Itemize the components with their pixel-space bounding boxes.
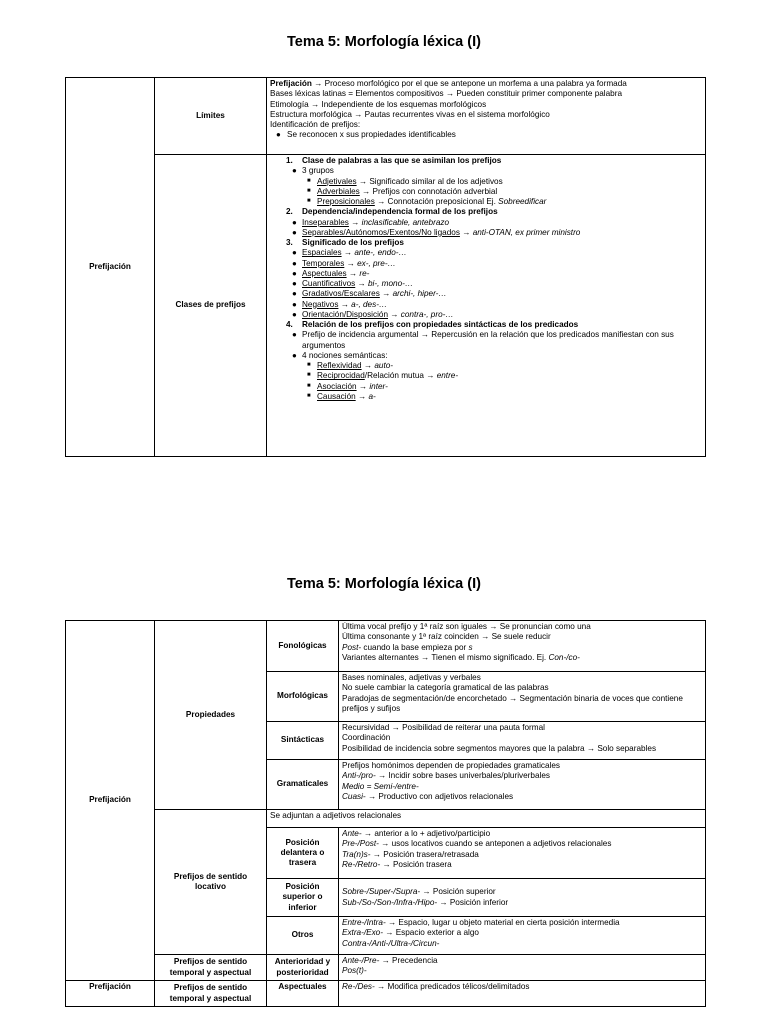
limites-label: Límites [155,78,267,155]
fonologicas-label: Fonológicas [267,621,339,672]
locativo-label: Prefijos de sentido locativo [155,810,267,955]
temporal-label: Prefijos de sentido temporal y aspectual [155,955,267,981]
otros-label: Otros [267,917,339,955]
posicion-superior-content: Sobre-/Super-/Supra- → Posición superior Sub-/So-/Son-/Infra-/Hipo- → Posición inferior [339,879,706,917]
prefijacion-label: Prefijación [66,981,155,1007]
page-title: Tema 5: Morfología léxica (I) [287,34,481,50]
temporal-label: Prefijos de sentido temporal y aspectual [155,981,267,1007]
gramaticales-label: Gramaticales [267,760,339,810]
fonologicas-content: Última vocal prefijo y 1ª raíz son iguales → Se pronuncian como una Última consonante y 1ª raíz coinciden → Se suele reducir Post- cuando la base empieza por s Variantes alternantes → Tienen el mismo significado. Ej. Con-/co- [339,621,706,672]
adjuntan-content: Se adjuntan a adjetivos relacionales [267,810,706,828]
morfologicas-content: Bases nominales, adjetivas y verbales No suele cambiar la categoría gramatical de las palabras Paradojas de segmentación/de encorchetado → Segmentación binaria de voces que contiene prefijos y sufijos [339,672,706,722]
clases-prefijos-label: Clases de prefijos [155,155,267,457]
prefijacion-table-2 [65,620,706,1007]
sintacticas-content: Recursividad → Posibilidad de reiterar una pauta formal Coordinación Posibilidad de incidencia sobre segmentos mayores que la palabra → Solo separables [339,722,706,760]
morfologicas-label: Morfológicas [267,672,339,722]
prefijacion-label: Prefijación [66,621,155,981]
posicion-superior-label: Posición superior o inferior [267,879,339,917]
anterioridad-content: Ante-/Pre- → Precedencia Pos(t)- [339,955,706,981]
otros-content: Entre-/Intra- → Espacio, lugar u objeto material en cierta posición intermedia Extra-/Exo- → Espacio exterior a algo Contra-/Anti-/Ultra-/Circun- [339,917,706,955]
limites-content: Prefijación → Proceso morfológico por el que se antepone un morfema a una palabra ya formada Bases léxicas latinas = Elementos compositivos → Pueden constituir primer componente palabra Etimología → Independiente de los esquemas morfológicos Estructura morfológica → Pautas recurrentes vivas en el sistema morfológico Identificación de prefijos: ● Se reconocen x sus propiedades identificables [267,78,706,155]
prefijacion-table-1 [65,77,706,457]
posicion-delantera-label: Posición delantera o trasera [267,828,339,879]
anterioridad-label: Anterioridad y posterioridad [267,955,339,981]
prefijacion-label: Prefijación [66,78,155,457]
posicion-delantera-content: Ante- → anterior a lo + adjetivo/participio Pre-/Post- → usos locativos cuando se anteponen a adjetivos relacionales Tra(n)s- → Posición trasera/retrasada Re-/Retro- → Posición trasera [339,828,706,879]
aspectuales-content: Re-/Des- → Modifica predicados télicos/delimitados [339,981,706,1007]
gramaticales-content: Prefijos homónimos dependen de propiedades gramaticales Anti-/pro- → Incidir sobre bases univerbales/pluriverbales Medio = Semi-/entre- Cuasi- → Productivo con adjetivos relacionales [339,760,706,810]
page-title: Tema 5: Morfología léxica (I) [287,576,481,592]
sintacticas-label: Sintácticas [267,722,339,760]
clases-prefijos-content: 1. Clase de palabras a las que se asimilan los prefijos ● 3 grupos ■ Adjetivales → Significado similar al de los adjetivos ■ Adverbiales → Prefijos con connotación adverbial ■ Preposicionales → Connotación preposicional Ej. Sobreedificar 2. Dependencia/independencia formal de los prefijos ● Inseparables → inclasificable, antebrazo ● Separables/Autónomos/Exentos/No ligados → anti-OTAN, ex primer ministro 3. Significado de los prefijos ● Espaciales → ante-, endo-… ● Temporales → ex-, pre-… ● Aspectuales → re- ● Cuantificativos → bi-, mono-… ● Gradativos/Escalares → archi-, hiper-… ● Negativos → a-, des-… ● Orientación/Disposición → contra-, pro-… 4. Relación de los prefijos con propiedades sintácticas de los predicados ● Prefijo de incidencia argumental → Repercusión en la relación que los predicados manifiestan con sus argumentos ● 4 nociones semánticas: ■ Reflexividad → auto- ■ Reciprocidad/Relación mutua → entre- ■ Asociación → inter- ■ Causación → a- [267,155,706,457]
propiedades-label: Propiedades [155,621,267,810]
aspectuales-label: Aspectuales [267,981,339,1007]
